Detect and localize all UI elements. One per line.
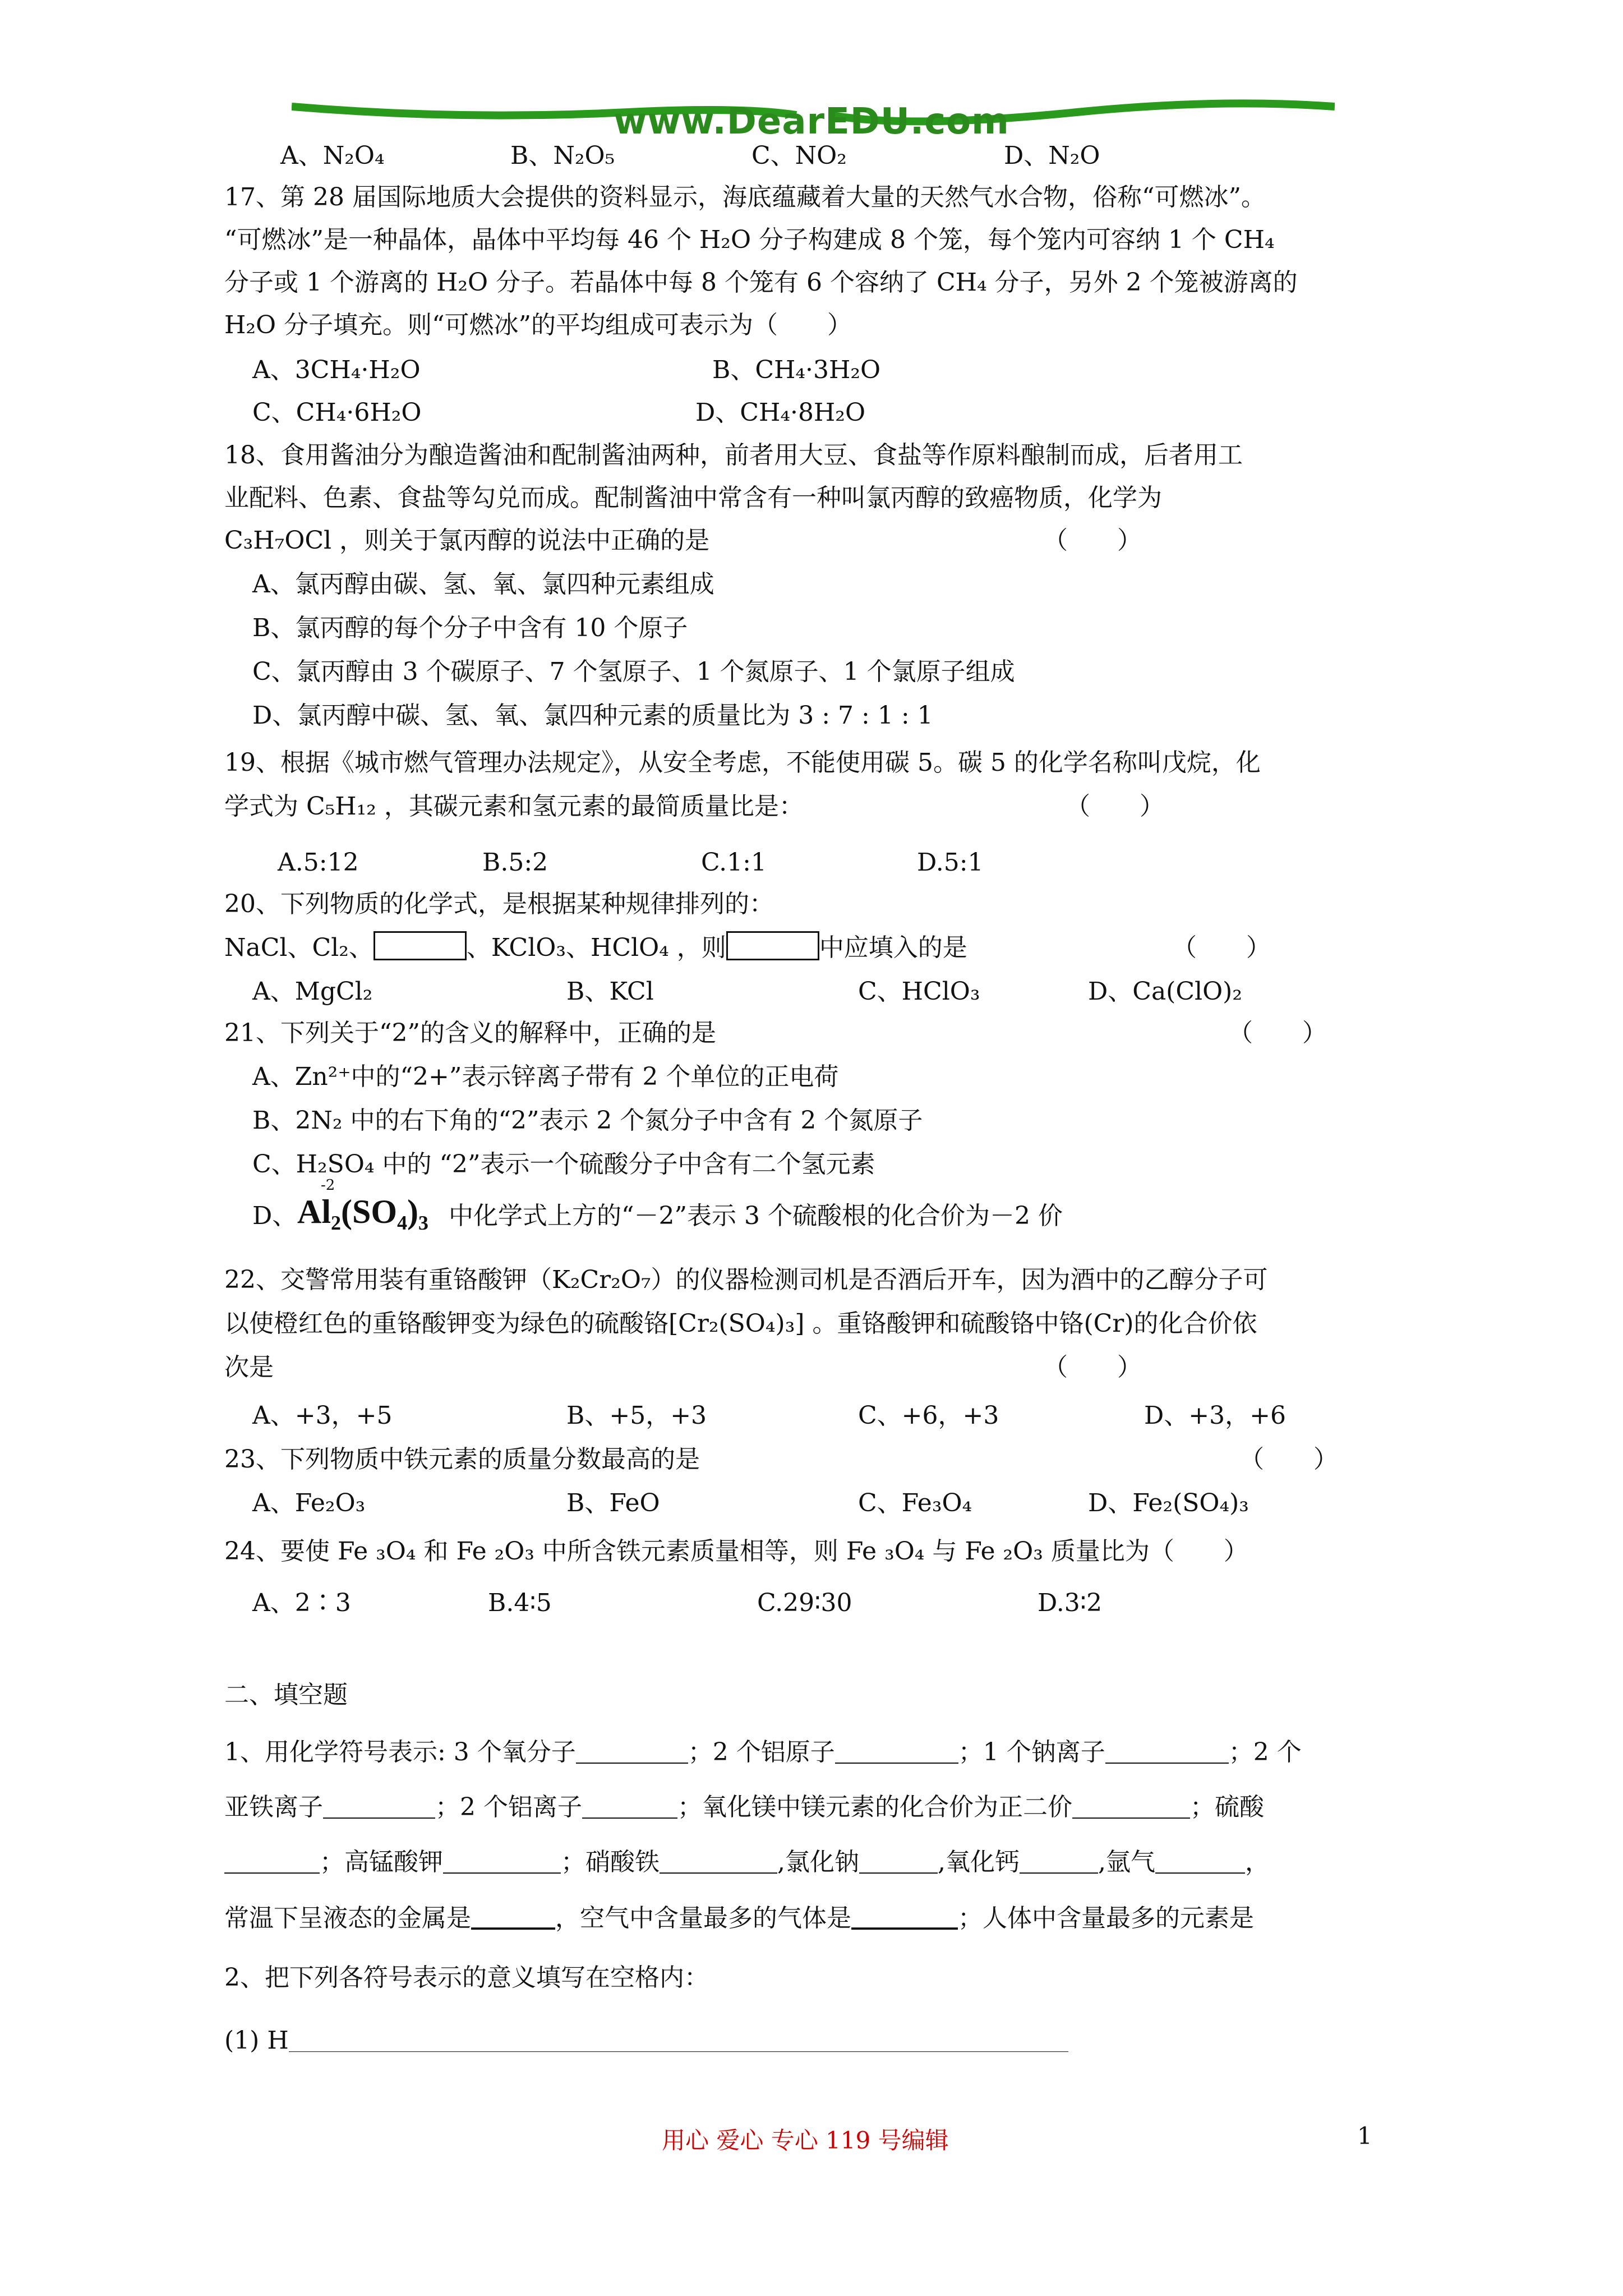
q22-option-b: B、+5，+3 [566,1401,707,1430]
answer-blank[interactable] [224,1851,320,1874]
q19-option-a: A.5:12 [278,848,359,877]
answer-blank[interactable] [851,1906,958,1930]
q16-option-a: A、N₂O₄ [280,141,385,170]
q23-line-1: 23、下列物质中铁元素的质量分数最高的是 [224,1445,700,1474]
answer-box [374,931,467,960]
q20-question: 中应填入的是 [819,933,967,962]
q22-line-1: 22、交警常用装有重铬酸钾（K₂Cr₂O₇）的仪器检测司机是否酒后开车，因为酒中的乙醇分子可 [224,1266,1268,1294]
fill1-prompt-9: ；高锰酸钾 [320,1848,443,1876]
fill1-prompt-6: ；2 个铝离子 [435,1793,582,1821]
fill1-prompt-8: ；硫酸 [1189,1793,1264,1821]
q18-answer-paren: （ ） [1043,526,1142,555]
q20-option-b: B、KCl [566,977,654,1006]
q18-option-d: D、氯丙醇中碳、氢、氧、氯四种元素的质量比为 3 : 7 : 1 : 1 [252,701,933,730]
q17-option-c: C、CH₄·6H₂O [252,398,422,427]
fill1-prompt-11: ,氯化钠 [777,1848,859,1876]
fill2-line-1: 2、把下列各符号表示的意义填写在空格内： [224,1963,709,1992]
q20-option-c: C、HClO₃ [858,977,980,1006]
q23-option-c: C、Fe₃O₄ [858,1489,972,1517]
q23-option-d: D、Fe₂(SO₄)₃ [1088,1489,1249,1517]
q16-option-b: B、N₂O₅ [510,141,615,170]
q24-option-a: A、2∶3 [252,1589,351,1617]
fill1-prompt-2: ；2 个铝原子 [688,1738,835,1766]
q24-option-c: C.29∶30 [757,1589,852,1617]
q17-option-a: A、3CH₄·H₂O [252,356,421,384]
q19-line-1: 19、根据《城市燃气管理办法规定》，从安全考虑，不能使用碳 5。碳 5 的化学名称叫戊烷，化 [224,748,1261,777]
q18-option-a: A、氯丙醇由碳、氢、氧、氯四种元素组成 [252,570,714,599]
q24-option-d: D.3∶2 [1038,1589,1103,1617]
q19-option-b: B.5:2 [482,848,548,877]
q23-option-a: A、Fe₂O₃ [252,1489,366,1517]
q17-line-2: “可燃冰”是一种晶体，晶体中平均每 46 个 H₂O 分子构建成 8 个笼，每个笼内可容纳 1 个 CH₄ [224,226,1275,254]
q20-seq-end: 、KClO₃、HClO₄ ，则 [466,933,726,962]
fill1-prompt-3: ；1 个钠离子 [958,1738,1105,1766]
q16-option-c: C、NO₂ [751,141,847,170]
answer-box [726,931,819,960]
fill1-prompt-12: ,氧化钙 [938,1848,1020,1876]
q19-option-c: C.1:1 [701,848,767,877]
q24-option-b: B.4∶5 [488,1589,552,1617]
fill1-line-3 [224,1846,1270,1879]
valence-charge: -2 [321,1177,335,1194]
fill1-prompt-5: 亚铁离子 [224,1793,323,1821]
q21-answer-paren: （ ） [1228,1019,1327,1047]
q20-answer-paren: （ ） [1172,933,1271,962]
answer-blank[interactable] [1020,1851,1098,1874]
q21-option-d-text: 中化学式上方的“－2”表示 3 个硫酸根的化合价为－2 价 [449,1202,1063,1230]
q17-option-b: B、CH₄·3H₂O [712,356,881,384]
fill1-prompt-10: ；硝酸铁 [561,1848,660,1876]
answer-blank[interactable] [323,1796,435,1819]
fill2-item-1 [224,2024,1068,2058]
fill2-item-1-label: (1) H [224,2026,289,2055]
page-number: 1 [1357,2122,1372,2150]
answer-blank[interactable] [582,1796,677,1819]
fill1-prompt-15: 常温下呈液态的金属是 [224,1904,471,1932]
q22-answer-paren: （ ） [1043,1353,1142,1382]
q18-line-3: C₃H₇OCl ，则关于氯丙醇的说法中正确的是 [224,526,710,555]
answer-blank[interactable] [443,1851,561,1874]
q22-option-d: D、+3，+6 [1144,1401,1286,1430]
q17-line-4: H₂O 分子填充。则“可燃冰”的平均组成可表示为（ ） [224,311,852,339]
answer-blank[interactable] [471,1906,555,1930]
fill1-prompt-17: ；人体中含量最多的元素是 [958,1904,1254,1932]
q22-line-3: 次是 [224,1353,274,1382]
answer-blank[interactable] [835,1741,958,1764]
q20-seq-start: NaCl、Cl₂、 [224,933,374,962]
answer-blank[interactable] [1155,1851,1245,1874]
answer-blank[interactable] [660,1851,777,1874]
answer-blank[interactable] [289,2030,1068,2052]
q22-option-a: A、+3，+5 [252,1401,393,1430]
q19-answer-paren: （ ） [1066,792,1164,821]
q18-line-1: 18、食用酱油分为酿造酱油和配制酱油两种，前者用大豆、食盐等作原料酿制而成，后者用工 [224,441,1243,470]
fill1-line-1 [224,1736,1302,1769]
q19-line-2: 学式为 C₅H₁₂ ，其碳元素和氢元素的最简质量比是： [224,792,804,821]
q18-option-b: B、氯丙醇的每个分子中含有 10 个原子 [252,614,688,642]
q24-line-1: 24、要使 Fe ₃O₄ 和 Fe ₂O₃ 中所含铁元素质量相等，则 Fe ₃O₄ 与 Fe ₂O₃ 质量比为（ ） [224,1537,1248,1566]
q18-option-c: C、氯丙醇由 3 个碳原子、7 个氢原子、1 个氮原子、1 个氯原子组成 [252,657,1015,686]
answer-blank[interactable] [859,1851,938,1874]
fill1-prompt-7: ；氧化镁中镁元素的化合价为正二价 [677,1793,1072,1821]
q23-answer-paren: （ ） [1239,1445,1338,1474]
q21-option-c: C、H₂SO₄ 中的 “2”表示一个硫酸分子中含有二个氢元素 [252,1150,875,1179]
q21-option-b: B、2N₂ 中的右下角的“2”表示 2 个氮分子中含有 2 个氮原子 [252,1106,923,1135]
q22-option-c: C、+6，+3 [858,1401,999,1430]
q17-line-1: 17、第 28 届国际地质大会提供的资料显示，海底蕴藏着大量的天然气水合物，俗称“可燃冰”。 [224,183,1266,211]
fill1-line-2 [224,1791,1264,1824]
answer-blank[interactable] [576,1741,688,1764]
q17-line-3: 分子或 1 个游离的 H₂O 分子。若晶体中每 8 个笼有 6 个容纳了 CH₄ 分子，另外 2 个笼被游离的 [224,268,1298,297]
fill1-prompt-13: ,氩气 [1098,1848,1155,1876]
section-title-fill-in: 二、填空题 [224,1681,348,1709]
q18-line-2: 业配料、色素、食盐等勾兑而成。配制酱油中常含有一种叫氯丙醇的致癌物质，化学为 [224,484,1162,512]
q17-option-d: D、CH₄·8H₂O [695,398,866,427]
q20-line-1: 20、下列物质的化学式，是根据某种规律排列的： [224,890,774,918]
q20-option-a: A、MgCl₂ [252,977,373,1006]
fill1-prompt-16: ，空气中含量最多的气体是 [555,1904,851,1932]
q23-option-b: B、FeO [566,1489,660,1517]
aluminium-sulfate-formula: Al₂(SO₄)₃ [297,1193,428,1230]
q16-option-d: D、N₂O [1004,141,1100,170]
fill1-line-4 [224,1902,1254,1935]
fill1-prompt-14: ， [1245,1848,1270,1876]
q21-line-1: 21、下列关于“2”的含义的解释中，正确的是 [224,1019,716,1047]
answer-blank[interactable] [1105,1741,1229,1764]
q21-option-d-label: D、 [252,1202,297,1230]
q21-option-a: A、Zn²⁺中的“2+”表示锌离子带有 2 个单位的正电荷 [252,1062,839,1091]
answer-blank[interactable] [1072,1796,1190,1819]
footer-editor-note: 用心 爱心 专心 119 号编辑 [662,2127,949,2154]
q20-line-2 [224,931,967,965]
fill1-prompt-4: ；2 个 [1228,1738,1302,1766]
q20-option-d: D、Ca(ClO)₂ [1088,977,1242,1006]
q19-option-d: D.5:1 [917,848,984,877]
fill1-prompt-1: 1、用化学符号表示: 3 个氧分子 [224,1738,576,1766]
q22-line-2: 以使橙红色的重铬酸钾变为绿色的硫酸铬[Cr₂(SO₄)₃] 。重铬酸钾和硫酸铬中铬(Cr)的化合价依 [224,1309,1257,1338]
banner-text: www.DearEDU.com [614,101,1009,142]
